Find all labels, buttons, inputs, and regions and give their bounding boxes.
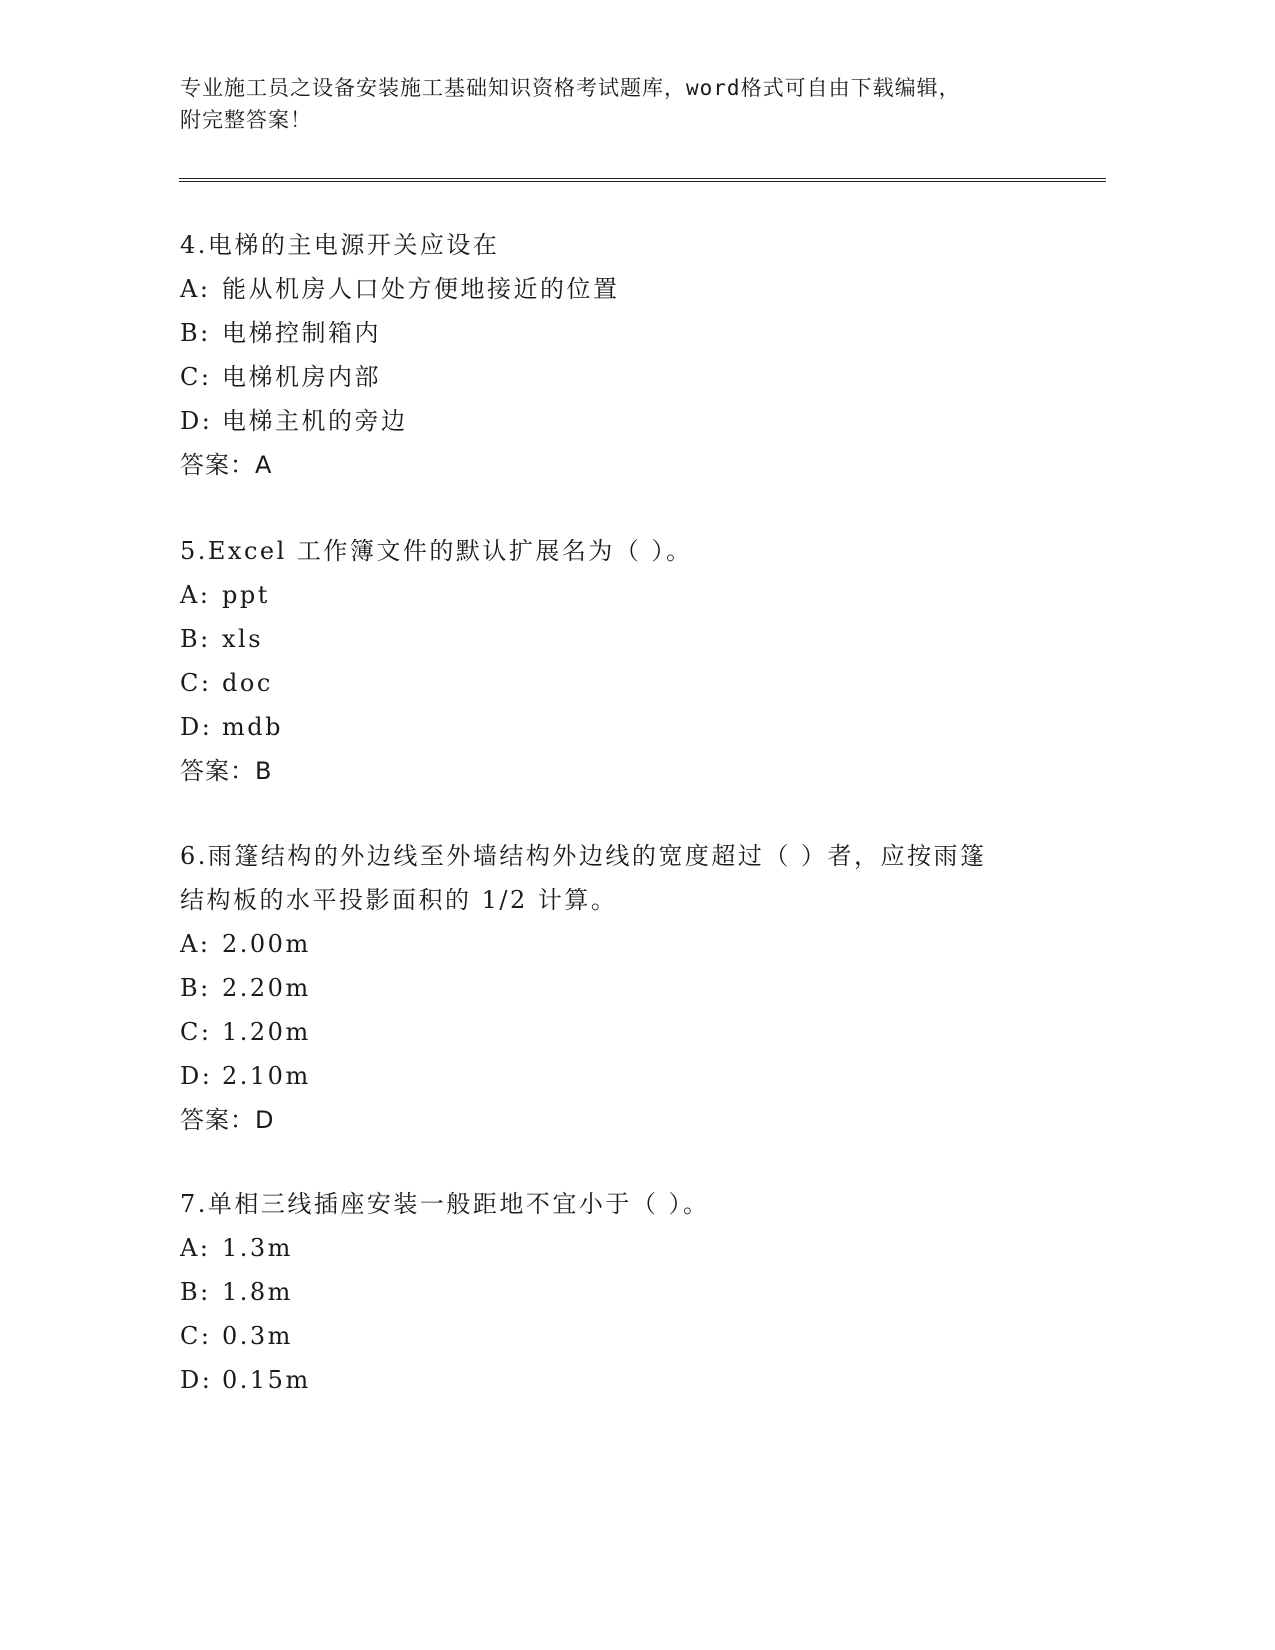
question-stem-line-2: 结构板的水平投影面积的 1/2 计算。 <box>180 886 618 914</box>
answer-line: 答案：B <box>180 757 273 785</box>
document-header <box>180 72 1040 136</box>
option-b <box>180 1270 1080 1314</box>
option-letter: D: <box>180 713 213 741</box>
option-c <box>180 355 1080 399</box>
option-c <box>180 1314 1080 1358</box>
question-6 <box>180 834 1080 1142</box>
option-text: 2.00m <box>222 930 311 958</box>
option-text: 2.20m <box>222 974 311 1002</box>
option-letter: C: <box>180 1018 212 1046</box>
option-letter: A: <box>180 581 211 609</box>
option-a <box>180 267 1080 311</box>
option-text: 0.15m <box>222 1366 311 1394</box>
option-letter: D: <box>180 407 213 435</box>
option-b <box>180 617 1080 661</box>
option-d <box>180 1358 1080 1402</box>
header-line-2: 附完整答案！ <box>180 108 312 132</box>
option-letter: B: <box>180 319 211 347</box>
option-letter: C: <box>180 669 212 697</box>
option-text: 1.8m <box>222 1278 293 1306</box>
option-text: 能从机房人口处方便地接近的位置 <box>222 275 620 303</box>
option-text: 1.20m <box>222 1018 311 1046</box>
option-text: 0.3m <box>222 1322 293 1350</box>
option-text: xls <box>222 625 264 653</box>
question-stem-line-1: 6.雨篷结构的外边线至外墙结构外边线的宽度超过（ ）者，应按雨篷 <box>180 842 987 870</box>
option-c <box>180 661 1080 705</box>
option-text: 2.10m <box>222 1062 311 1090</box>
option-text: 1.3m <box>222 1234 293 1262</box>
option-d <box>180 1054 1080 1098</box>
option-a <box>180 1226 1080 1270</box>
option-letter: C: <box>180 1322 212 1350</box>
option-a <box>180 573 1080 617</box>
question-stem: 5.Excel 工作簿文件的默认扩展名为（ ）。 <box>180 537 693 565</box>
question-stem: 4.电梯的主电源开关应设在 <box>180 231 500 259</box>
option-letter: B: <box>180 1278 211 1306</box>
header-line-1: 专业施工员之设备安装施工基础知识资格考试题库，word格式可自由下载编辑， <box>180 76 961 100</box>
option-text: doc <box>222 669 273 697</box>
question-7 <box>180 1182 1080 1402</box>
question-4 <box>180 223 1080 487</box>
option-text: ppt <box>222 581 270 609</box>
option-letter: A: <box>180 1234 211 1262</box>
answer-line: 答案：D <box>180 1106 275 1134</box>
option-text: 电梯主机的旁边 <box>222 407 408 435</box>
option-letter: A: <box>180 275 211 303</box>
option-b <box>180 311 1080 355</box>
option-text: mdb <box>222 713 283 741</box>
option-letter: D: <box>180 1366 213 1394</box>
header-divider <box>179 178 1106 182</box>
option-letter: D: <box>180 1062 213 1090</box>
option-a <box>180 922 1080 966</box>
option-letter: C: <box>180 363 212 391</box>
option-letter: B: <box>180 625 211 653</box>
option-letter: A: <box>180 930 211 958</box>
question-stem: 7.单相三线插座安装一般距地不宜小于（ ）。 <box>180 1190 710 1218</box>
question-5 <box>180 529 1080 793</box>
option-text: 电梯机房内部 <box>222 363 381 391</box>
option-c <box>180 1010 1080 1054</box>
option-letter: B: <box>180 974 211 1002</box>
option-d <box>180 705 1080 749</box>
option-text: 电梯控制箱内 <box>222 319 381 347</box>
option-b <box>180 966 1080 1010</box>
option-d <box>180 399 1080 443</box>
answer-line: 答案：A <box>180 451 273 479</box>
